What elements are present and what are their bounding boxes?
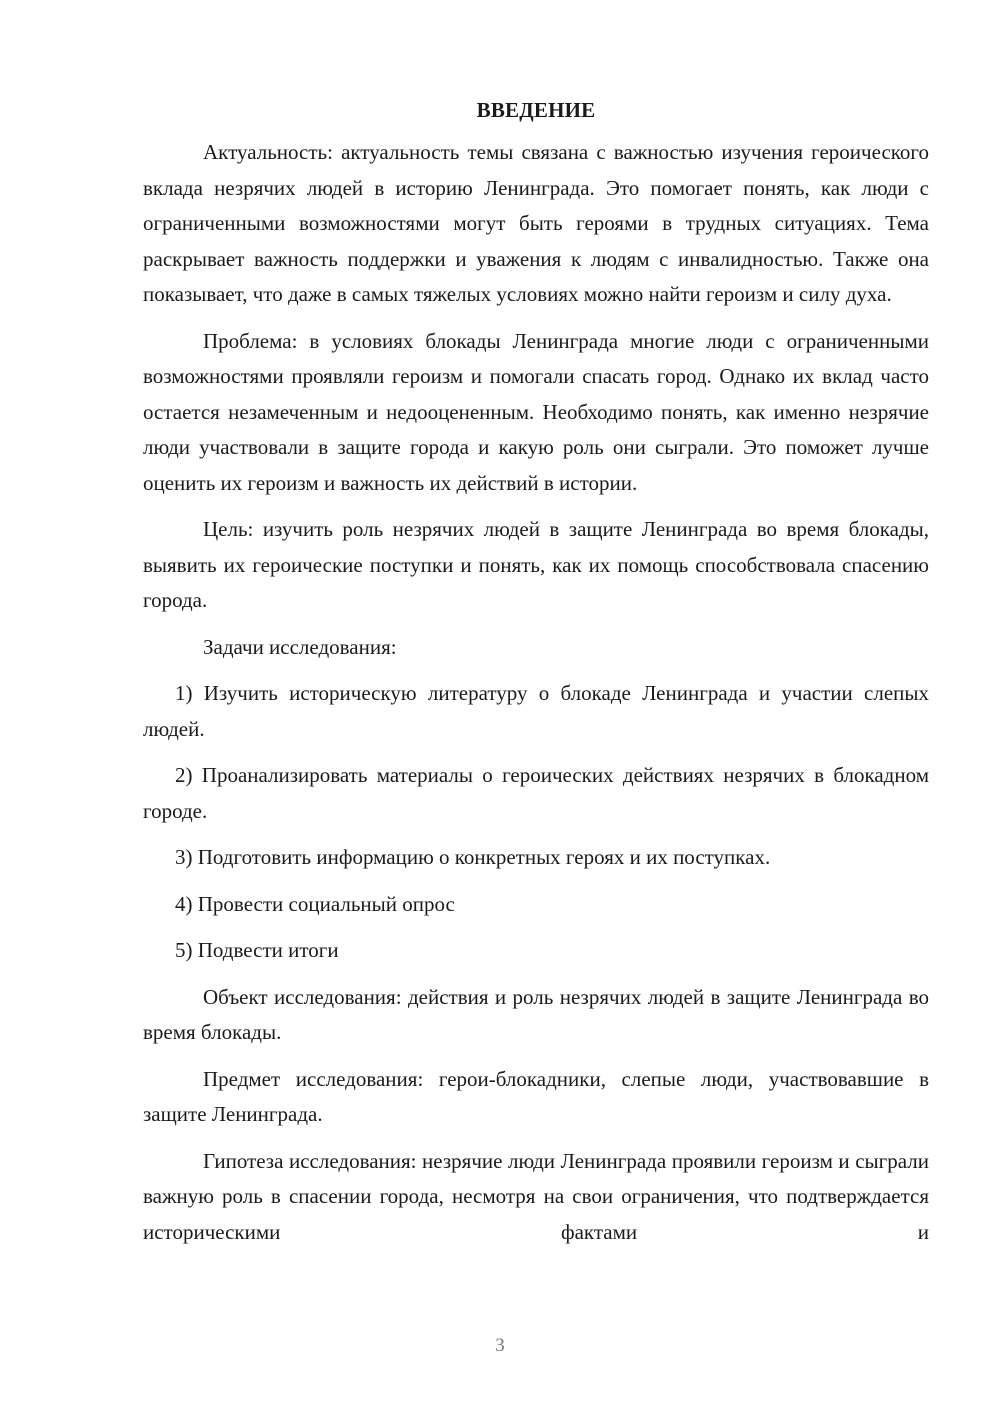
paragraph-goal: Цель: изучить роль незрячих людей в защите Ленинграда во время блокады, выявить их героические поступки и понять, как их помощь способствовала спасению города. [143,517,929,612]
task-item-3: 3) Подготовить информацию о конкретных героях и их поступках. [175,845,771,869]
task-item-4: 4) Провести социальный опрос [175,891,455,916]
task-item-5: 5) Подвести итоги [175,938,339,962]
task-item-2: 2) Проанализировать материалы о героических действиях незрячих в блокадном городе. [143,763,929,823]
paragraph-object: Объект исследования: действия и роль незрячих людей в защите Ленинграда во время блокады. [143,984,929,1044]
paragraph-hypothesis: Гипотеза исследования: незрячие люди Ленинграда проявили героизм и сыграли важную роль в спасении города, несмотря на свои ограничения, что подтверждается историческими фактами и [143,1148,929,1244]
section-title: ВВЕДЕНИЕ [476,98,596,122]
page-number: 3 [495,1335,505,1356]
page-content [143,93,929,1261]
paragraph-problem: Проблема: в условиях блокады Ленинграда многие люди с ограниченными возможностями проявляли героизм и помогали спасать город. Однако их вклад часто остается незамеченным и недооцененным. Необходимо понять, как именно незрячие люди участвовали в защите города и какую роль они сыграли. Это поможет лучше оценить их героизм и важность их действий в истории. [143,328,929,495]
paragraph-subject: Предмет исследования: герои-блокадники, слепые люди, участвовавшие в защите Ленинграда. [143,1066,929,1126]
tasks-heading: Задачи исследования: [203,634,397,659]
paragraph-relevance: Актуальность: актуальность темы связана с важностью изучения героического вклада незрячих людей в историю Ленинграда. Это помогает понять, как люди с ограниченными возможностями могут быть героями в трудных ситуациях. Тема раскрывает важность поддержки и уважения к людям с инвалидностью. Также она показывает, что даже в самых тяжелых условиях можно найти героизм и силу духа. [143,140,929,306]
task-item-1: 1) Изучить историческую литературу о блокаде Ленинграда и участии слепых людей. [143,681,929,741]
